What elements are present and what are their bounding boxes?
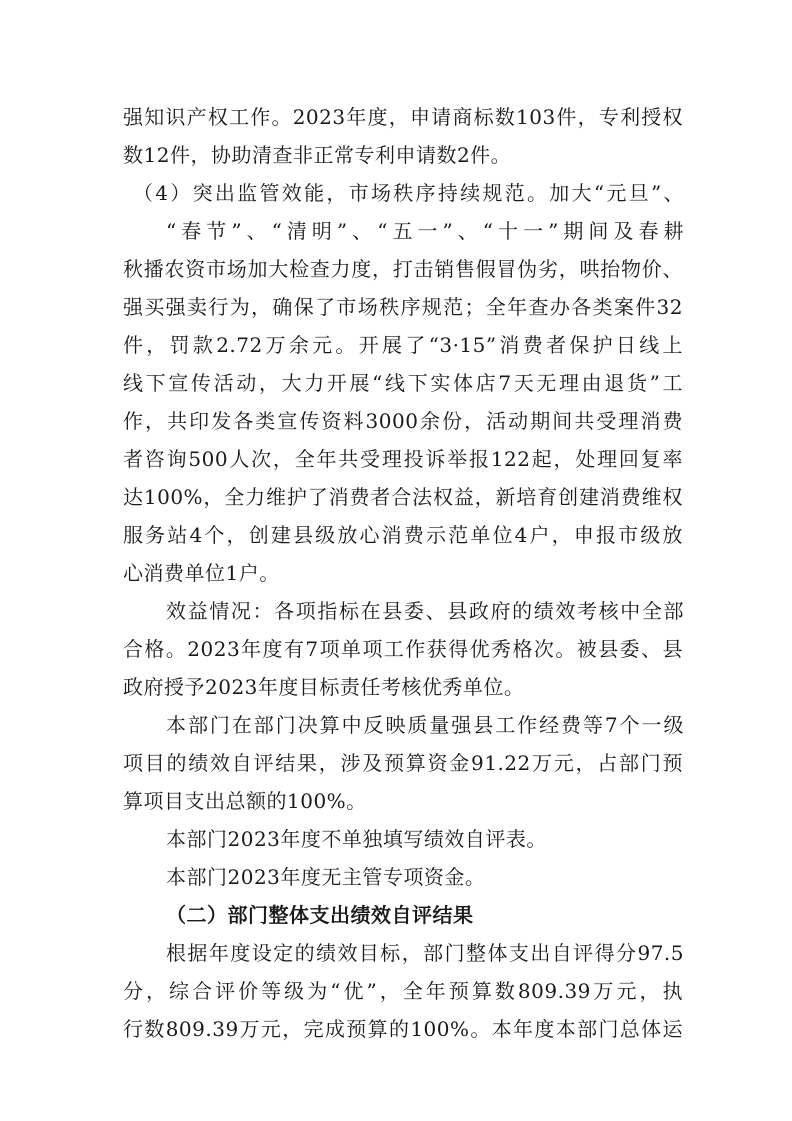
paragraph-line: 线下宣传活动，大力开展“线下实体店7天无理由退货”工: [123, 371, 683, 395]
paragraph-line: 件，罚款2.72万余元。开展了“3·15”消费者保护日线上: [123, 333, 683, 357]
paragraph-line: 秋播农资市场加大检查力度，打击销售假冒伪劣，哄抬物价、: [123, 257, 683, 281]
paragraph-line: 作，共印发各类宣传资料3000余份，活动期间共受理消费: [123, 409, 683, 433]
paragraph-line: “春节”、“清明”、“五一”、“十一”期间及春耕: [166, 219, 684, 243]
paragraph-line: 政府授予2023年度目标责任考核优秀单位。: [123, 675, 525, 699]
paragraph-line: 效益情况：各项指标在县委、县政府的绩效考核中全部: [166, 599, 684, 623]
paragraph-line: 本部门在部门决算中反映质量强县工作经费等7个一级: [166, 713, 684, 737]
paragraph-line: 心消费单位1户。: [123, 561, 280, 585]
paragraph-line: 算项目支出总额的100%。: [123, 789, 367, 813]
paragraph-line: 本部门2023年度无主管专项资金。: [166, 865, 486, 889]
paragraph-line: 分，综合评价等级为“优”，全年预算数809.39万元，执: [123, 979, 683, 1003]
paragraph-line: 项目的绩效自评结果，涉及预算资金91.22万元，占部门预: [123, 751, 683, 775]
paragraph-line: 强买强卖行为，确保了市场秩序规范；全年查办各类案件32: [123, 295, 683, 319]
paragraph-line: 根据年度设定的绩效目标，部门整体支出自评得分97.5: [166, 941, 684, 965]
paragraph-line: 达100%，全力维护了消费者合法权益，新培育创建消费维权: [123, 485, 683, 509]
paragraph-line: 强知识产权工作。2023年度，申请商标数103件，专利授权: [123, 105, 683, 129]
paragraph-line: （4）突出监管效能，市场秩序持续规范。加大“元旦”、: [133, 181, 684, 205]
paragraph-line: 合格。2023年度有7项单项工作获得优秀格次。被县委、县: [123, 637, 683, 661]
paragraph-line: 数12件，协助清查非正常专利申请数2件。: [123, 143, 512, 167]
section-heading: （二）部门整体支出绩效自评结果: [166, 903, 474, 927]
paragraph-line: 者咨询500人次，全年共受理投诉举报122起，处理回复率: [123, 447, 683, 471]
paragraph-line: 服务站4个，创建县级放心消费示范单位4户，申报市级放: [123, 523, 683, 547]
paragraph-line: 行数809.39万元，完成预算的100%。本年度本部门总体运: [123, 1017, 683, 1041]
paragraph-line: 本部门2023年度不单独填写绩效自评表。: [166, 827, 547, 851]
